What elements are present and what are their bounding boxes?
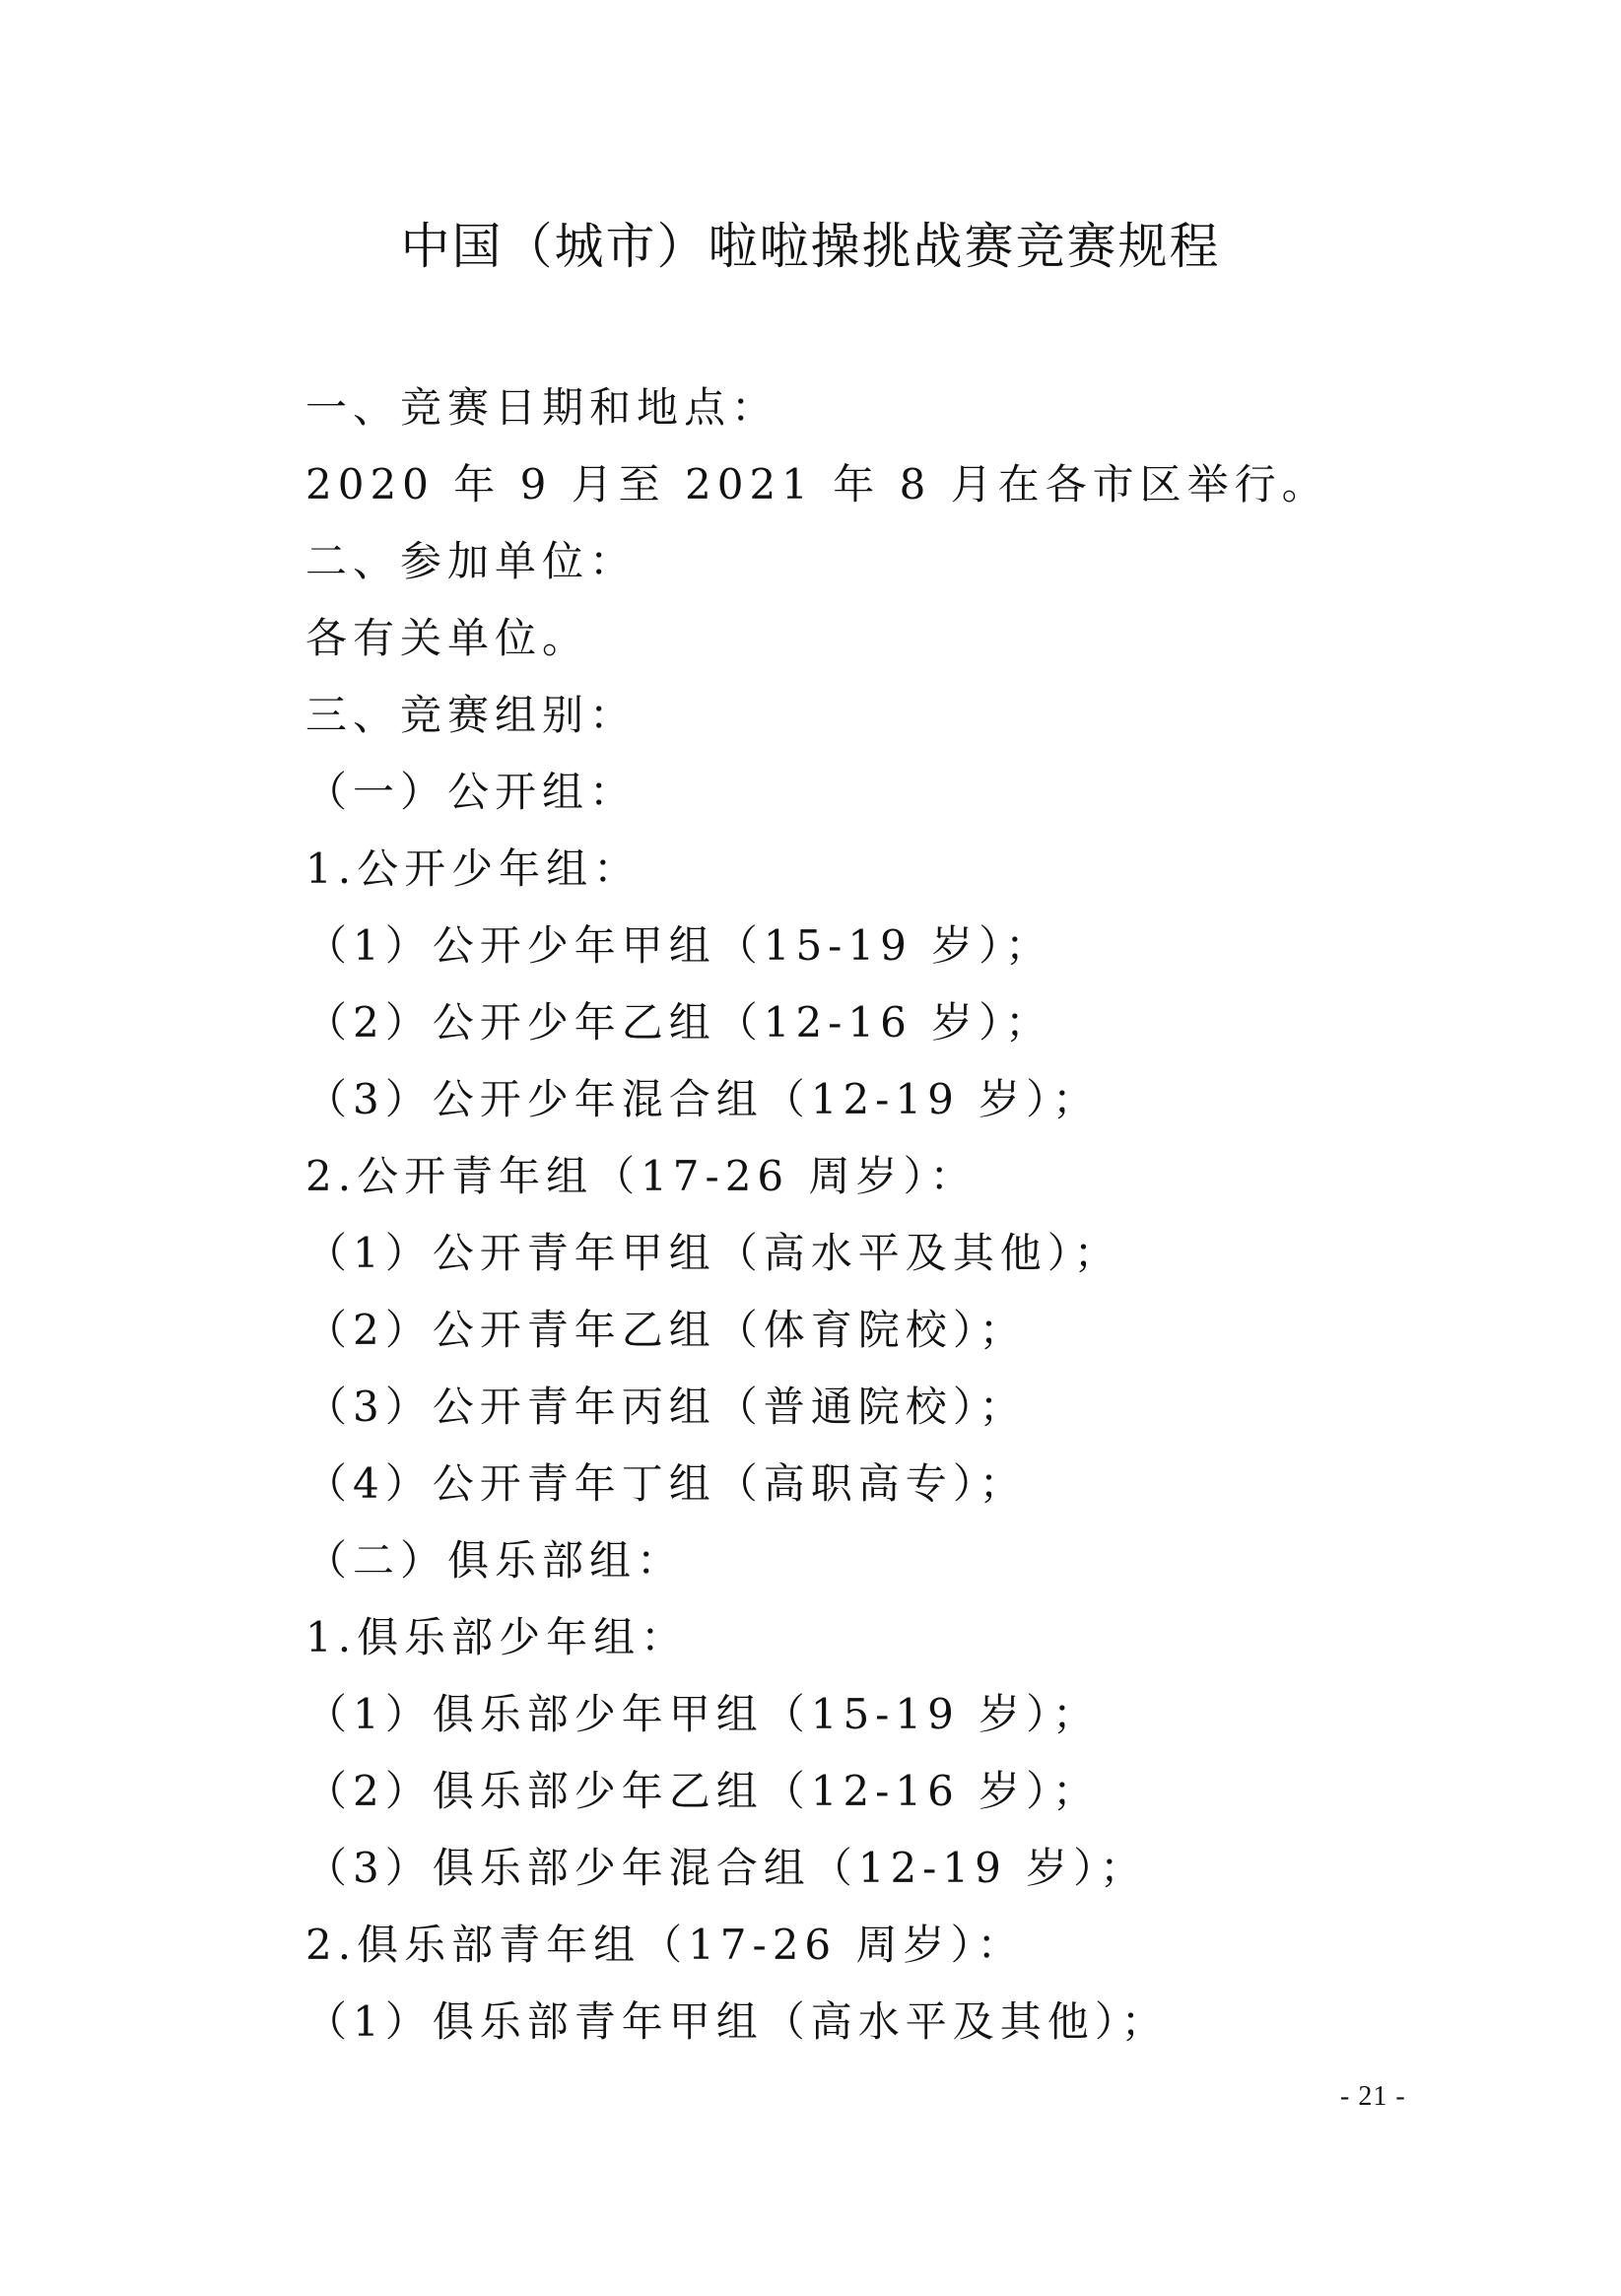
- paragraph-date-location: 2020 年 9 月至 2021 年 8 月在各市区举行。: [305, 460, 1329, 508]
- list-item: （1）俱乐部少年甲组（15-19 岁）；: [305, 1690, 1101, 1738]
- page-number: - 21 -: [1340, 2081, 1406, 2112]
- list-heading-open-youth: 2.公开青年组（17-26 周岁）：: [305, 1152, 978, 1200]
- list-item: （2）俱乐部少年乙组（12-16 岁）；: [305, 1767, 1101, 1815]
- list-item: （3）公开少年混合组（12-19 岁）；: [305, 1075, 1101, 1123]
- list-heading-open-junior: 1.公开少年组：: [305, 844, 642, 893]
- document-body: [305, 370, 1488, 2060]
- list-heading-club-youth: 2.俱乐部青年组（17-26 周岁）：: [305, 1921, 1025, 1969]
- paragraph-participants: 各有关单位。: [305, 614, 590, 662]
- section-heading-participants: 二、参加单位：: [305, 537, 638, 585]
- section-heading-date-location: 一、竞赛日期和地点：: [305, 383, 779, 432]
- list-item: （2）公开少年乙组（12-16 岁）；: [305, 998, 1053, 1047]
- list-item: （1）俱乐部青年甲组（高水平及其他）；: [305, 1997, 1169, 2046]
- subsection-heading-open: （一）公开组：: [305, 768, 638, 816]
- list-item: （1）公开青年甲组（高水平及其他）；: [305, 1229, 1121, 1277]
- list-item: （3）公开青年丙组（普通院校）；: [305, 1383, 1027, 1431]
- list-item: （2）公开青年乙组（体育院校）；: [305, 1306, 1027, 1354]
- document-title: 中国（城市）啦啦操挑战赛竞赛规程: [400, 218, 1221, 275]
- list-item: （3）俱乐部少年混合组（12-19 岁）；: [305, 1844, 1148, 1892]
- list-item: （4）公开青年丁组（高职高专）；: [305, 1459, 1027, 1508]
- subsection-heading-club: （二）俱乐部组：: [305, 1536, 685, 1585]
- list-item: （1）公开少年甲组（15-19 岁）；: [305, 921, 1053, 970]
- section-heading-groups: 三、竞赛组别：: [305, 691, 638, 739]
- list-heading-club-junior: 1.俱乐部少年组：: [305, 1613, 689, 1661]
